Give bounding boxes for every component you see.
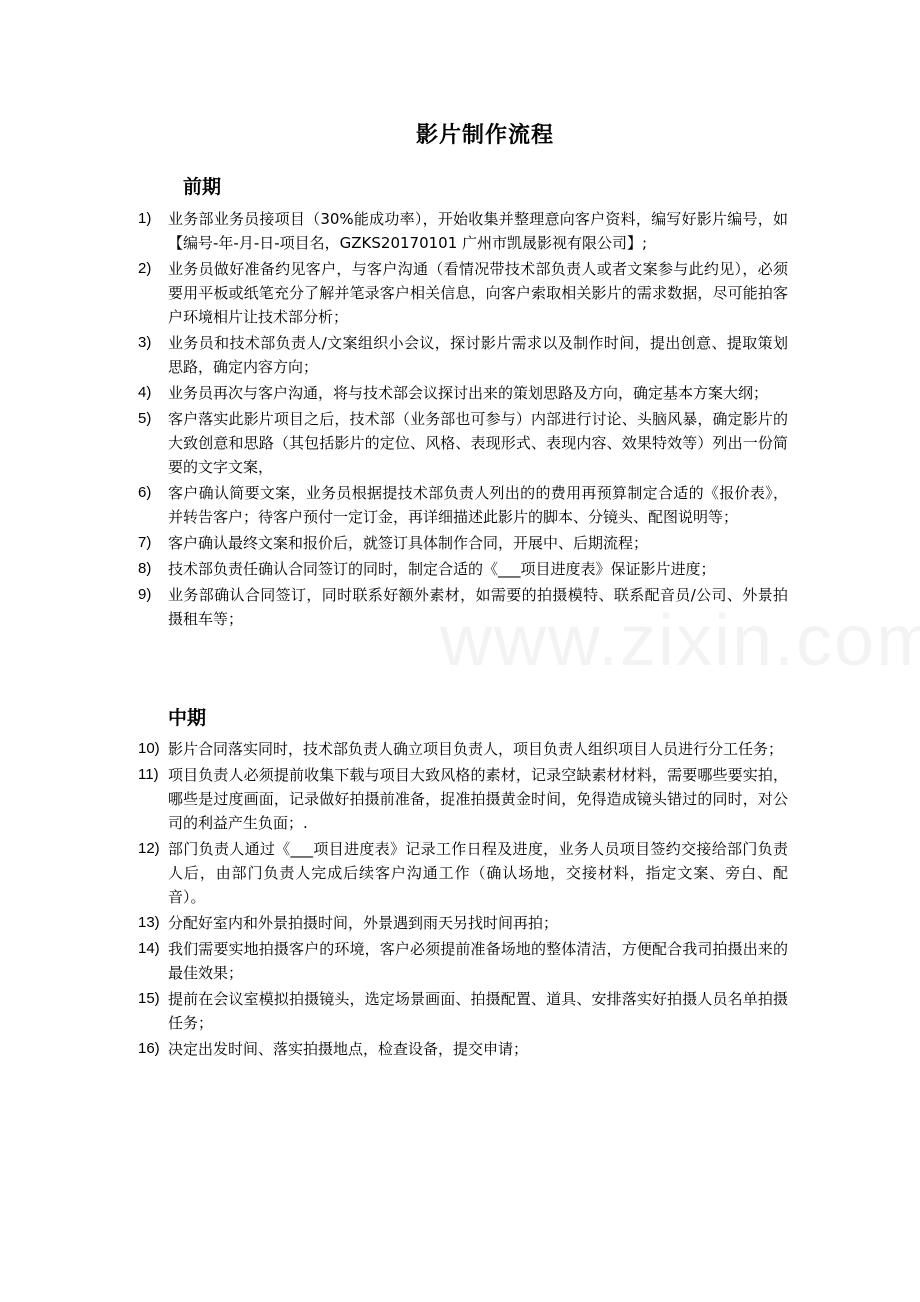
item-text: 客户确认简要文案，业务员根据提技术部负责人列出的的费用再预算制定合适的《报价表》，并转告客户；待客户预付一定订金，再详细描述此影片的脚本、分镜头、配图说明等； xyxy=(168,484,788,526)
item-text: 业务员再次与客户沟通，将与技术部会议探讨出来的策划思路及方向，确定基本方案大纲； xyxy=(168,384,769,402)
list-item xyxy=(138,763,798,835)
item-number: 1) xyxy=(138,210,152,227)
list-item xyxy=(138,407,798,479)
list-item xyxy=(138,737,798,761)
list-item xyxy=(138,987,798,1035)
item-text: 客户落实此影片项目之后，技术部（业务部也可参与）内部进行讨论、头脑风暴，确定影片的大致创意和思路（其包括影片的定位、风格、表现形式、表现内容、效果特效等）列出一份简要的文字文案， xyxy=(168,410,788,476)
item-number: 6) xyxy=(138,484,152,501)
item-text: 决定出发时间、落实拍摄地点，检查设备，提交申请； xyxy=(168,1040,529,1058)
mid-stage-list xyxy=(138,737,798,1063)
list-item xyxy=(138,557,798,581)
item-text: 部门负责人通过《___项目进度表》记录工作日程及进度，业务人员项目签约交接给部门负责人后，由部门负责人完成后续客户沟通工作（确认场地，交接材料，指定文案、旁白、配音）。 xyxy=(168,840,788,906)
item-number: 5) xyxy=(138,410,152,427)
item-number: 16) xyxy=(138,1040,160,1057)
list-item xyxy=(138,583,798,631)
item-number: 4) xyxy=(138,384,152,401)
list-item xyxy=(138,207,798,255)
item-number: 11) xyxy=(138,766,159,783)
item-number: 2) xyxy=(138,260,152,277)
item-number: 8) xyxy=(138,560,152,577)
item-text: 我们需要实地拍摄客户的环境，客户必须提前准备场地的整体清洁，方便配合我司拍摄出来的最佳效果； xyxy=(168,940,788,982)
list-item xyxy=(138,531,798,555)
item-text: 分配好室内和外景拍摄时间，外景遇到雨天另找时间再拍； xyxy=(168,914,559,932)
list-item xyxy=(138,331,798,379)
item-number: 13) xyxy=(138,914,160,931)
item-number: 7) xyxy=(138,534,152,551)
list-item xyxy=(138,257,798,329)
item-text: 项目负责人必须提前收集下载与项目大致风格的素材，记录空缺素材材料，需要哪些要实拍，哪些是过度画面，记录做好拍摄前准备，捉准拍摄黄金时间，免得造成镜头错过的同时，对公司的利益产生负面；. xyxy=(168,766,788,832)
list-item xyxy=(138,481,798,529)
section-heading-mid: 中期 xyxy=(168,707,207,729)
section-heading-early: 前期 xyxy=(183,176,222,198)
item-text: 业务员做好准备约见客户，与客户沟通（看情况带技术部负责人或者文案参与此约见），必须要用平板或纸笔充分了解并笔录客户相关信息，向客户索取相关影片的需求数据，尽可能拍客户环境相片让技术部分析； xyxy=(168,260,788,326)
document-title: 影片制作流程 xyxy=(415,123,554,148)
list-item xyxy=(138,381,798,405)
item-text: 技术部负责任确认合同签订的同时，制定合适的《___项目进度表》保证影片进度； xyxy=(168,560,716,578)
list-item xyxy=(138,837,798,909)
item-number: 12) xyxy=(138,840,160,857)
list-item xyxy=(138,911,798,935)
early-stage-list xyxy=(138,207,798,633)
item-number: 14) xyxy=(138,940,160,957)
item-number: 15) xyxy=(138,990,160,1007)
item-number: 9) xyxy=(138,586,152,603)
item-text: 提前在会议室模拟拍摄镜头，选定场景画面、拍摄配置、道具、安排落实好拍摄人员名单拍摄任务； xyxy=(168,990,788,1032)
item-number: 10) xyxy=(138,740,160,757)
item-text: 业务部确认合同签订，同时联系好额外素材，如需要的拍摄模特、联系配音员/公司、外景拍摄租车等； xyxy=(168,586,788,628)
list-item xyxy=(138,1037,798,1061)
item-text: 客户确认最终文案和报价后，就签订具体制作合同，开展中、后期流程； xyxy=(168,534,649,552)
list-item xyxy=(138,937,798,985)
item-number: 3) xyxy=(138,334,152,351)
item-text: 影片合同落实同时，技术部负责人确立项目负责人，项目负责人组织项目人员进行分工任务； xyxy=(168,740,784,758)
item-text: 业务员和技术部负责人/文案组织小会议，探讨影片需求以及制作时间，提出创意、提取策划思路，确定内容方向； xyxy=(168,334,788,376)
item-text: 业务部业务员接项目（30%能成功率），开始收集并整理意向客户资料，编写好影片编号，如【编号-年-月-日-项目名，GZKS20170101 广州市凯晟影视有限公司】; xyxy=(168,210,788,252)
